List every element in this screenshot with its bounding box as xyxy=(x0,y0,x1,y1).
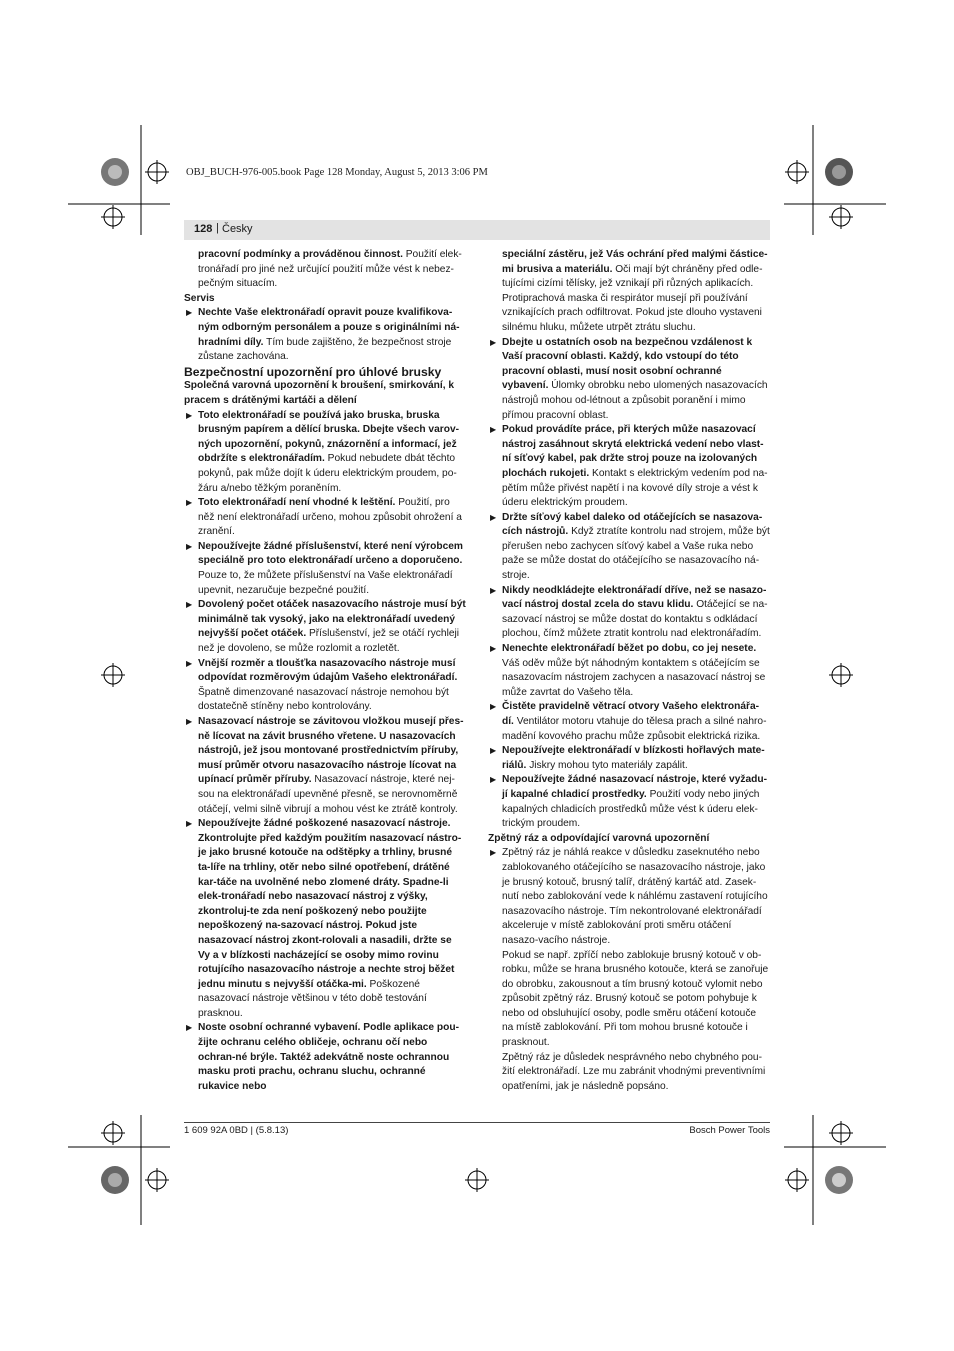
footer-document-code: 1 609 92A 0BD | (5.8.13) xyxy=(184,1125,289,1136)
header-separator: | xyxy=(216,222,219,234)
bullet-arrow-icon: ▶ xyxy=(186,819,193,829)
servis-heading: Servis xyxy=(184,292,215,304)
list-item: ▶ Nechte Vaše elektronářadí opravit pouze kvalifikova-ným odborným personálem a pouze s originálními ná-hradními díly. Tím bude zajištěno, že bezpečnost stroje zůstane zachována. xyxy=(186,307,460,363)
list-item: ▶ Toto elektronářadí se používá jako bruska, bruska brusným papírem a dělící bruska. Dbejte všech varov-ných upozornění, pokynů, znázornění a informací, jež obdržíte s elektronářadím. Pokud nebudete dbát těchto pokynů, pak může dojít k úderu elektrickým proudem, po-žáru a/nebo těžkým poraněním. xyxy=(186,409,460,494)
bullet-arrow-icon: ▶ xyxy=(186,658,193,668)
page-header xyxy=(184,220,770,240)
list-item: ▶ Nepoužívejte žádné příslušenství, které není výrobcem speciálně pro toto elektronářadí určeno a doporučeno. Pouze to, že můžete příslušenství na Vaše elektronářadí upevnit, nezaručuje bezpečné použití. xyxy=(186,540,463,596)
list-item: ▶ Pokud provádíte práce, při kterých může nasazovací nástroj zasáhnout skrytá elektrická vedení nebo vlast-ní síťový kabel, pak držte stroj pouze na izolovaných plochách rukojeti. Kontakt s elektrickým vedením pod na-pětím může přivést napětí i na kovové díly stroje a vést k úderu elektrickým proudem. xyxy=(490,424,768,509)
list-item: ▶ Nepoužívejte elektronářadí v blízkosti hořlavých mate-riálů. Jiskry mohou tyto materiály zapálit. xyxy=(490,745,765,771)
bullet-arrow-icon: ▶ xyxy=(186,717,193,726)
bullet-arrow-icon: ▶ xyxy=(490,337,497,347)
language-label: Česky xyxy=(222,223,253,235)
list-item: ▶ Nepoužívejte žádné nasazovací nástroje, které vyžadu-jí kapalné chladicí prostředky. Použití vody nebo jiných kapalných chladicích prostředků může vést k úderu elek-trickým proudem. xyxy=(490,774,767,830)
bullet-arrow-icon: ▶ xyxy=(490,585,497,595)
bullet-arrow-icon: ▶ xyxy=(490,775,497,785)
list-item: ▶ Nenechte elektronářadí běžet po dobu, co jej nesete. Váš oděv může být náhodným kontaktem s otáčejícím se nasazovacím nástrojem zachycen a nasazovací nástroj se může zavrtat do Vašeho těla. xyxy=(490,643,766,698)
list-item: ▶ Čistěte pravidelně větrací otvory Vašeho elektronářa-dí. Ventilátor motoru vtahuje do tělesa prach a silné nahro-madění kovového prachu může způsobit elektrická rizika. xyxy=(490,701,767,742)
list-item: ▶ Zpětný ráz je náhlá reakce v důsledku zaseknutého nebo zablokovaného otáčejícího se nasazovacího nástroje, jako je brusný kotouč, brusný talíř, drátěný kartáč atd. Zasek-nutí nebo zablokování vede k náhlému zastavení rotujícího nasazovacího nástroje. Tím nekontrolované elektronářadí akceleruje v místě zablokování proti směru otáčení nasazo-vacího nástroje. xyxy=(490,847,768,946)
bullet-arrow-icon: ▶ xyxy=(490,512,497,522)
bullet-arrow-icon: ▶ xyxy=(490,702,497,712)
list-item: ▶ Držte síťový kabel daleko od otáčejících se nasazova-cích nástrojů. Když ztratíte kontrolu nad strojem, může být přerušen nebo zachycen síťový kabel a Vaše ruka nebo paže se může dostat do otáčejícího se nasazovacího ná-stroje. xyxy=(490,511,770,582)
footer-brand: Bosch Power Tools xyxy=(689,1125,770,1136)
continued-paragraph: speciální zástěru, jež Vás ochrání před malými částice-mi brusiva a materiálu. Oči mají být chráněny před odle-tujícími cizími tělísky, jež vznikají při různých aplikacích. Protiprachová maska či respirátor musejí při používání vznikajících prach odfiltrovat. Pokud jste dlouho vystaveni silnému hluku, můžete utrpět ztrátu sluchu. xyxy=(502,249,768,333)
list-item: ▶ Toto elektronářadí není vhodné k leštění. Použití, pro něž není elektronářadí určeno, mohou způsobit ohrožení a zranění. xyxy=(186,497,462,538)
kickback-heading: Zpětný ráz a odpovídající varovná upozornění xyxy=(488,832,710,844)
right-column xyxy=(488,248,770,1094)
subsection-title: Společná varovná upozornění k broušení, smirkování, k pracem s drátěnými kartáči a dělení xyxy=(184,380,455,406)
bullet-arrow-icon: ▶ xyxy=(490,746,497,756)
bullet-arrow-icon: ▶ xyxy=(186,1023,193,1033)
list-item: ▶ Nasazovací nástroje se závitovou vložkou musejí přes-ně lícovat na závit brusného vřetene. U nasazovacích nástrojů, jež jsou montované prostřednictvím příruby, musí průměr otvoru nasazovacího nástroje lícovat na upínací průměr příruby. Nasazovací nástroje, které nej-sou na elektronářadí upevněné přesně, se nerovnoměrně otáčejí, velmi silně vibrují a mohou vést ke ztrátě kontroly. xyxy=(186,716,464,815)
list-item: ▶ Nepoužívejte žádné poškozené nasazovací nástroje. Zkontrolujte před každým použitím nasazovací nástro-je jako brusné kotouče na odštěpky a trhliny, brusné ta-líře na trhliny, otěr nebo silné opotřebení, drátěné kar-táče na uvolněné nebo zlomené dráty. Spadne-li elek-tronářadí nebo nasazovací nástroj z výšky, zkontroluj-te zda není poškozený nebo použijte nepoškozený na-sazovací nástroj. Pokud jste nasazovací nástroj zkont-rolovali a nasadili, držte se Vy a v blízkosti nacházející se osoby mimo rovinu rotujícího nasazovacího nástroje a nechte stroj běžet jednu minutu s nejvyšší otáčka-mi. Poškozené nasazovací nástroje většinou v této době testování prasknou. xyxy=(186,818,462,1019)
bullet-arrow-icon: ▶ xyxy=(490,644,497,654)
left-column xyxy=(184,248,466,1094)
bullet-arrow-icon: ▶ xyxy=(186,600,193,610)
bullet-arrow-icon: ▶ xyxy=(490,425,497,435)
kickback-paragraph: Zpětný ráz je důsledek nesprávného nebo chybného pou-žití elektronářadí. Lze mu zabránit vhodnými preventivními opatřeními, jak je následně popsáno. xyxy=(502,1051,766,1092)
section-title: Bezpečnostní upozornění pro úhlové brusky xyxy=(184,364,442,379)
bullet-arrow-icon: ▶ xyxy=(186,498,193,508)
bullet-arrow-icon: ▶ xyxy=(186,541,193,551)
continued-paragraph: pracovní podmínky a prováděnou činnost. Použití elek-tronářadí pro jiné než určující použití může vést k nebez-pečným situacím. xyxy=(198,249,462,290)
list-item: ▶ Nikdy neodkládejte elektronářadí dříve, než se nasazo-vací nástroj dostal zcela do stavu klidu. Otáčející se na-sazovací nástroj se může dostat do kontaktu s odkládací plochou, čímž můžete ztratit kontrolu nad elektronářadím. xyxy=(490,584,768,640)
list-item: ▶ Dovolený počet otáček nasazovacího nástroje musí být minimálně tak vysoký, jako na elektronářadí uvedený nejvyšší počet otáček. Příslušenství, jež se otáčí rychleji než je dovoleno, se může rozlomit a rozletět. xyxy=(186,599,466,655)
list-item: ▶ Dbejte u ostatních osob na bezpečnou vzdálenost k Vaší pracovní oblasti. Každý, kdo vstoupí do této pracovní oblasti, musí nosit osobní ochranné vybavení. Úlomky obrobku nebo ulomených nasazovacích nástrojů mohou od-létnout a způsobit poranění i mimo přímou pracovní oblast. xyxy=(490,336,768,421)
list-item: ▶ Noste osobní ochranné vybavení. Podle aplikace pou-žijte ochranu celého obličeje, ochranu očí nebo ochran-né brýle. Taktéž adekvátně noste ochrannou masku proti prachu, ochranu sluchu, ochranné rukavice nebo xyxy=(186,1022,459,1092)
bullet-arrow-icon: ▶ xyxy=(186,308,193,318)
print-info: OBJ_BUCH-976-005.book Page 128 Monday, August 5, 2013 3:06 PM xyxy=(186,167,488,178)
kickback-paragraph: Pokud se např. zpříčí nebo zablokuje brusný kotouč v ob-robku, může se hrana brusného kotouče, která se zanořuje do obrobku, zakousnout a tím brusný kotouč vylomit nebo způsobit zpětný ráz. Brusný kotouč se potom pohybuje k nebo od obsluhující osoby, podle směru otáčení kotouče na místě zablokování. Při tom mohou brusné kotouče i prasknout. xyxy=(502,949,769,1049)
list-item: ▶ Vnější rozměr a tloušťka nasazovacího nástroje musí odpovídat rozměrovým údajům Vašeho elektronářadí. Špatně dimenzované nasazovací nástroje nemohou být dostatečně stíněny nebo kontrolovány. xyxy=(186,657,458,713)
bullet-arrow-icon: ▶ xyxy=(490,848,497,858)
footer-divider xyxy=(184,1122,770,1123)
bullet-arrow-icon: ▶ xyxy=(186,410,193,420)
page-number: 128 xyxy=(194,223,213,235)
